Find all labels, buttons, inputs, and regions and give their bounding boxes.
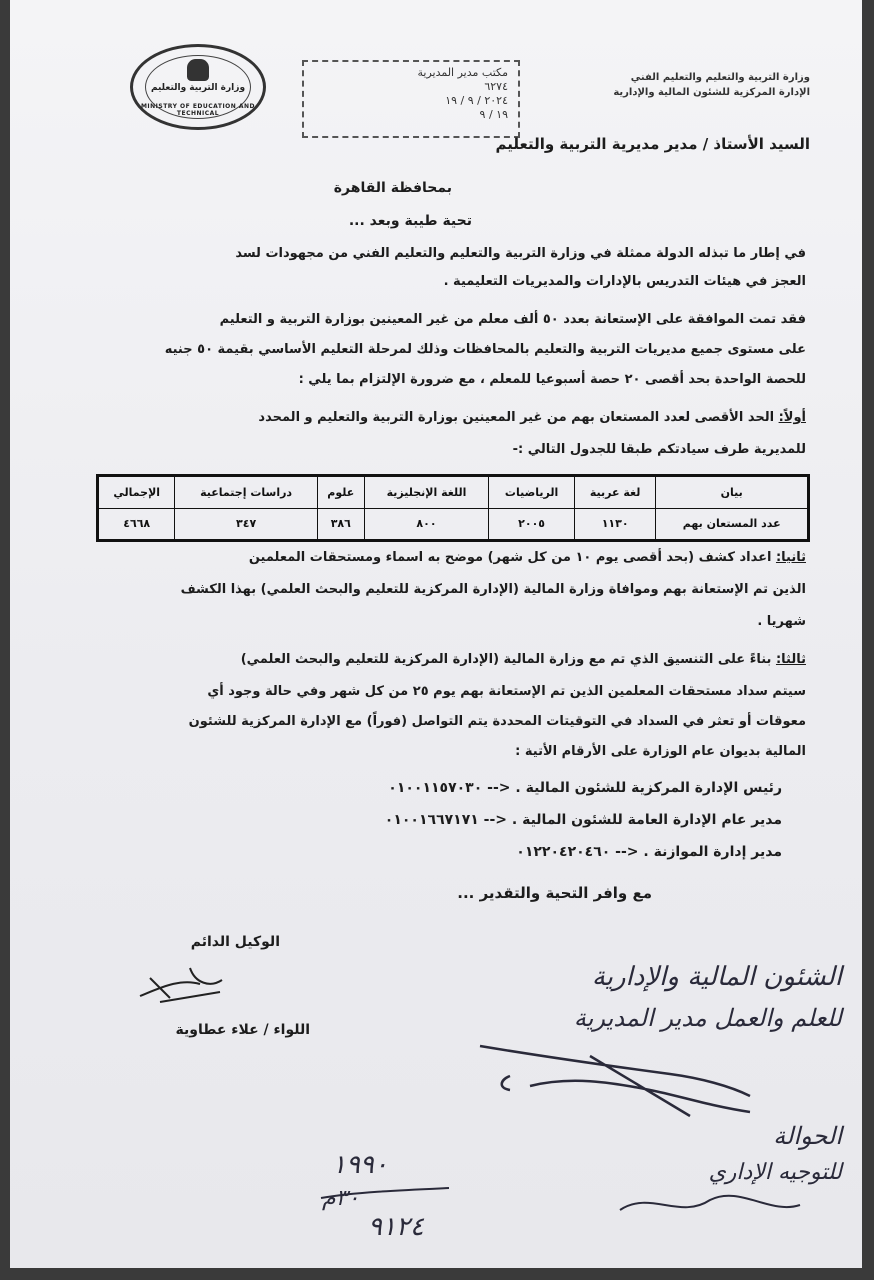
table-header-cell: علوم	[317, 476, 364, 509]
official-signature	[130, 958, 230, 1008]
handwritten-note-1-line-2: للعلم والعمل مدير المديرية	[573, 1004, 842, 1032]
table-header-cell: بيان	[656, 476, 809, 509]
table-cell: ٨٠٠	[364, 508, 488, 541]
greeting: تحية طيبة وبعد ...	[348, 213, 472, 229]
third-point-line-2: سيتم سداد مستحقات المعلمين الذين تم الإستعانة بهم يوم ٢٥ من كل شهر وفي حالة وجود أي	[207, 684, 806, 699]
handwritten-number-3: ٩١٢٤	[368, 1212, 424, 1242]
handwritten-note-2-line-1: الحوالة	[773, 1122, 842, 1150]
table-cell: ٤٦٦٨	[98, 508, 175, 541]
second-point-line-1: ثانيا: اعداد كشف (بحد أقصى يوم ١٠ من كل شهر) موضح به اسماء ومستحقات المعلمين	[248, 550, 806, 565]
third-point-line-4: المالية بديوان عام الوزارة على الأرقام الأتية :	[515, 744, 806, 759]
contact-phone: ٠١٠٠١٦٦٧١٧١	[384, 812, 479, 828]
ministry-header: وزارة التربية والتعليم والتعليم الفني الإدارة المركزية للشئون المالية والإدارية	[613, 72, 810, 98]
table-header-cell: اللغة الإنجليزية	[364, 476, 488, 509]
contact-role: رئيس الإدارة المركزية للشئون المالية .	[515, 780, 782, 796]
table-cell: ١١٣٠	[574, 508, 656, 541]
third-point-line-3: معوقات أو تعثر في السداد في التوقيتات المحددة يتم التواصل (فوراً) مع الإدارة المركزية للشئون	[188, 714, 806, 729]
incoming-stamp: مكتب مدير المديرية ٦٢٧٤ ٢٠٢٤ / ٩ / ١٩ ١٩ / ٩	[302, 60, 520, 138]
intro-line-1: في إطار ما تبذله الدولة ممثلة في وزارة التربية والتعليم والتعليم الفني من مجهودات لسد	[235, 246, 806, 261]
contact-role: مدير عام الإدارة العامة للشئون المالية .	[511, 812, 782, 828]
table-header-cell: الرياضيات	[489, 476, 575, 509]
contact-arrow: -->	[615, 844, 639, 860]
table-row	[98, 508, 809, 541]
contact-arrow: -->	[483, 812, 508, 828]
handwritten-number-1: ١٩٩٠	[332, 1150, 388, 1180]
handwritten-note-1-line-1: الشئون المالية والإدارية	[591, 962, 842, 992]
first-point-line-2: للمديرية طرف سيادتكم طبقا للجدول التالي :-	[512, 442, 806, 457]
contact-line	[222, 780, 782, 796]
intro-line-2: العجز في هيئات التدريس بالإدارات والمديريات التعليمية .	[443, 274, 806, 289]
table-header-cell: دراسات إجتماعية	[175, 476, 317, 509]
contact-line	[222, 812, 782, 828]
table-cell: ٣٨٦	[317, 508, 364, 541]
approval-line-1: فقد تمت الموافقة على الإستعانة بعدد ٥٠ ألف معلم من غير المعينين بوزارة التربية و التعليم	[219, 312, 806, 327]
ministry-seal: وزارة التربية والتعليم MINISTRY OF EDUCATION AND TECHNICAL	[130, 44, 266, 130]
handwritten-signature	[450, 1016, 770, 1126]
handwritten-number-2: ٣٠م	[322, 1186, 360, 1211]
addressee: السيد الأستاذ / مدير مديرية التربية والتعليم	[495, 135, 810, 153]
table-cell: عدد المستعان بهم	[656, 508, 809, 541]
contact-phone: ٠١٢٢٠٤٢٠٤٦٠	[516, 844, 611, 860]
eagle-emblem-icon	[187, 59, 209, 81]
first-point-line-1: أولاً: الحد الأقصى لعدد المستعان بهم من غير المعينين بوزارة التربية والتعليم و المحدد	[258, 410, 806, 425]
handwritten-note-2-line-2: للتوجيه الإداري	[708, 1160, 842, 1185]
contact-role: مدير إدارة الموازنة .	[643, 844, 782, 860]
table-header-cell: الإجمالي	[98, 476, 175, 509]
approval-line-3: للحصة الواحدة بحد أقصى ٢٠ حصة أسبوعيا للمعلم ، مع ضرورة الإلتزام بما يلي :	[298, 372, 806, 387]
table-cell: ٢٠٠٥	[489, 508, 575, 541]
contact-phone: ٠١٠٠١١٥٧٠٣٠	[388, 780, 483, 796]
contact-line	[222, 844, 782, 860]
signatory-title: الوكيل الدائم	[190, 934, 280, 950]
governorate: بمحافظة القاهرة	[333, 180, 452, 196]
second-point-line-2: الذين تم الإستعانة بهم وموافاة وزارة المالية (الإدارة المركزية للتعليم والبحث العلمي) بهذا الكشف	[180, 582, 806, 597]
contact-arrow: -->	[487, 780, 511, 796]
letter-page	[10, 0, 862, 1268]
second-point-line-3: شهريا .	[757, 614, 806, 629]
third-point-line-1: ثالثا: بناءً على التنسيق الذي تم مع وزارة المالية (الإدارة المركزية للتعليم والبحث العلمي)	[240, 652, 806, 667]
approval-line-2: على مستوى جميع مديريات التربية والتعليم بالمحافظات وذلك لمرحلة التعليم الأساسي بقيمة ٥٠ جنيه	[164, 342, 806, 357]
closing-line: مع وافر التحية والتقدير ...	[457, 884, 652, 902]
table-header-cell: لغة عربية	[574, 476, 656, 509]
signatory-name: اللواء / علاء عطاوية	[175, 1022, 310, 1038]
table-cell: ٣٤٧	[175, 508, 317, 541]
teachers-quota-table	[96, 474, 810, 542]
table-header-row	[98, 476, 809, 509]
handwritten-scribble	[610, 1180, 810, 1230]
